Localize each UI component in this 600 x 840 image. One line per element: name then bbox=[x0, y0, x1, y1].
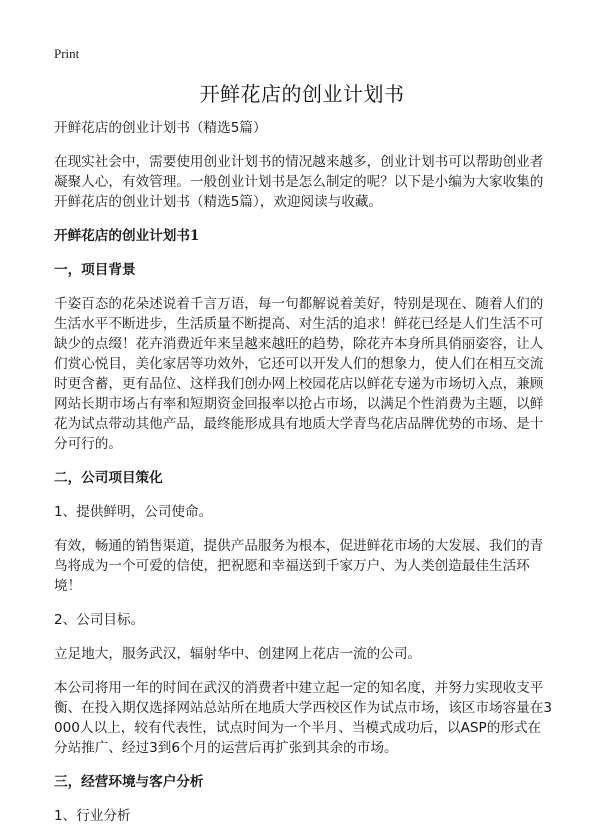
section-heading-environment: 三，经营环境与客户分析 bbox=[54, 774, 204, 790]
goals-detail-paragraph: 本公司将用一年的时间在武汉的消费者中建立起一定的知名度，并努力实现收支平衡、在投入期仅选择网站总站所在地质大学西校区作为试点市场，该区市场容量在3000人以上，较有代表性，试点时间为一个半月、当模式成功后，以ASP的形式在分站推广、经过3到6个月的运营后再扩张到其余的市场。 bbox=[54, 680, 553, 756]
goals-paragraph: 立足地大，服务武汉，辐射华中、创建网上花店一流的公司。 bbox=[54, 646, 422, 662]
print-link[interactable]: Print bbox=[54, 46, 80, 61]
document-subtitle: 开鲜花店的创业计划书（精选5篇） bbox=[54, 120, 267, 136]
section-heading-company-plan: 二，公司项目策化 bbox=[54, 470, 163, 486]
mission-paragraph: 有效，畅通的销售渠道，提供产品服务为根本，促进鲜花市场的大发展、我们的青鸟将成为一个可爱的信使，把祝愿和幸福送到千家万户、为人类创造最佳生活环境！ bbox=[54, 538, 544, 594]
item-label-industry-analysis: 1、行业分析 bbox=[54, 808, 131, 824]
background-paragraph: 千姿百态的花朵述说着千言万语，每一句都解说着美好，特别是现在、随着人们的生活水平不断进步，生活质量不断提高、对生活的追求！鲜花已经是人们生活不可缺少的点缀！花卉消费近年来呈越来越旺的趋势，除花卉本身所具俏丽姿容，让人们赏心悦目，美化家居等功效外，它还可以开发人们的想象力，使人们在相互交流时更含蓄，更有品位、这样我们创办网上校园花店以鲜花专递为市场切入点，兼顾网站长期市场占有率和短期资金回报率以抢占市场，以满足个性消费为主题，以鲜花为试点带动其他产品，最终能形成具有地质大学青鸟花店品牌优势的市场、是十分可行的。 bbox=[54, 296, 544, 452]
item-label-goals: 2、公司目标。 bbox=[54, 612, 145, 628]
page-title: 开鲜花店的创业计划书 bbox=[199, 82, 405, 106]
article-title: 开鲜花店的创业计划书1 bbox=[54, 228, 200, 244]
document-body bbox=[54, 118, 554, 840]
section-heading-background: 一，项目背景 bbox=[54, 262, 136, 278]
intro-paragraph: 在现实社会中，需要使用创业计划书的情况越来越多，创业计划书可以帮助创业者凝聚人心，有效管理。一般创业计划书是怎么制定的呢？以下是小编为大家收集的开鲜花店的创业计划书（精选5篇），欢迎阅读与收藏。 bbox=[54, 154, 544, 210]
item-label-mission: 1、提供鲜明，公司使命。 bbox=[54, 504, 213, 520]
